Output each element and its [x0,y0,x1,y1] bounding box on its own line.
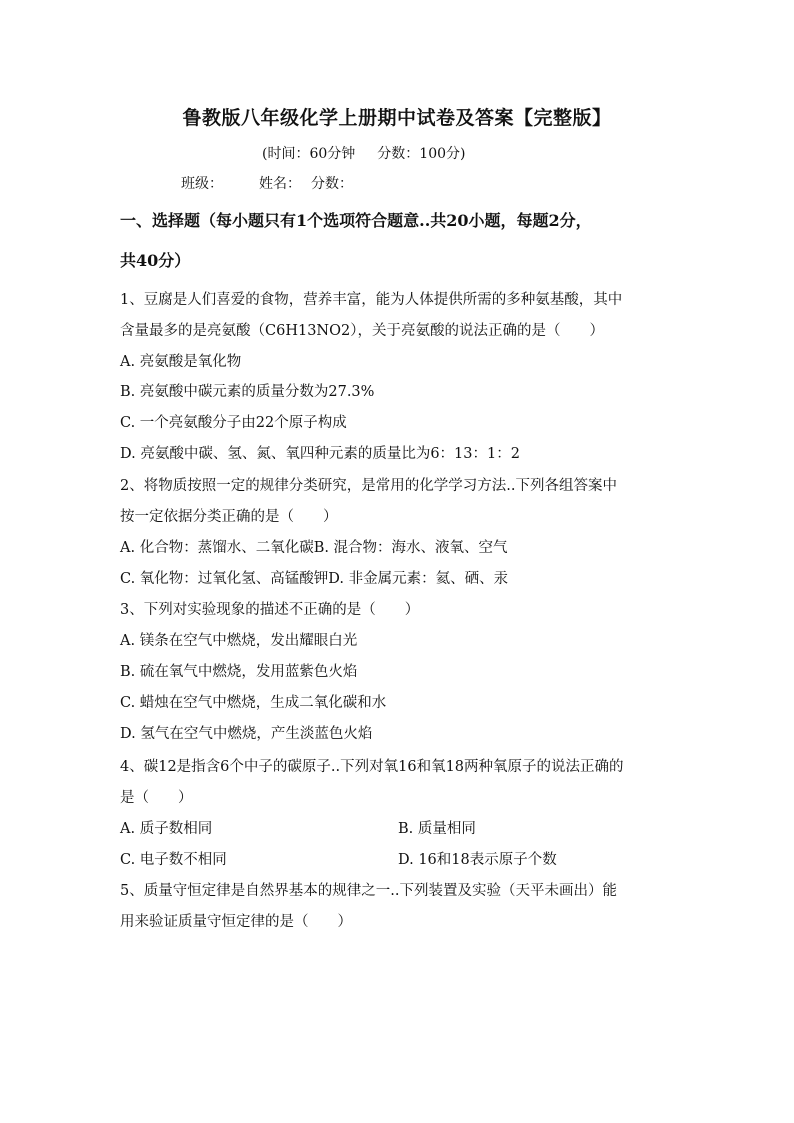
question-3-option-d: D. 氢气在空气中燃烧，产生淡蓝色火焰 [120,726,373,742]
section-heading-cont: 共40分） [120,251,191,270]
question-3-stem: 3、下列对实验现象的描述不正确的是（ ） [120,602,420,618]
question-4-option-a: A. 质子数相同 [120,821,213,837]
question-4-stem-cont: 是（ ） [120,790,193,806]
page-title: 鲁教版八年级化学上册期中试卷及答案【完整版】 [182,107,612,129]
question-4-option-c: C. 电子数不相同 [120,852,227,868]
question-1-option-c: C. 一个亮氨酸分子由22个原子构成 [120,415,347,431]
class-label: 班级： [181,176,223,192]
question-5-stem: 5、质量守恒定律是自然界基本的规律之一..下列装置及实验（天平未画出）能 [120,883,617,899]
question-1-stem-cont: 含量最多的是亮氨酸（C6H13NO2），关于亮氨酸的说法正确的是（ ） [120,323,604,339]
question-3-option-b: B. 硫在氧气中燃烧，发用蓝紫色火焰 [120,664,358,680]
question-1-option-b: B. 亮氨酸中碳元素的质量分数为27.3% [120,384,375,400]
question-4-option-b: B. 质量相同 [398,821,476,837]
question-2-options-ab: A. 化合物：蒸馏水、二氧化碳B. 混合物：海水、液氧、空气 [120,540,508,556]
name-label: 姓名： [259,176,301,192]
question-2-stem-cont: 按一定依据分类正确的是（ ） [120,509,338,525]
question-3-option-c: C. 蜡烛在空气中燃烧，生成二氧化碳和水 [120,695,387,711]
question-3-option-a: A. 镁条在空气中燃烧，发出耀眼白光 [120,633,358,649]
score-label: 分数： [311,176,353,192]
exam-total-score: 分数：100分) [377,146,466,162]
question-5-stem-cont: 用来验证质量守恒定律的是（ ） [120,914,352,930]
student-info-line [181,174,353,194]
question-2-stem: 2、将物质按照一定的规律分类研究，是常用的化学学习方法..下列各组答案中 [120,478,617,494]
question-2-options-cd: C. 氧化物：过氧化氢、高锰酸钾D. 非金属元素：氦、硒、汞 [120,571,509,587]
question-4-option-d: D. 16和18表示原子个数 [398,852,557,868]
exam-time: (时间：60分钟 [262,146,356,162]
question-1-stem: 1、豆腐是人们喜爱的食物，营养丰富，能为人体提供所需的多种氨基酸，其中 [120,292,623,308]
question-4-stem: 4、碳12是指含6个中子的碳原子..下列对氧16和氧18两种氧原子的说法正确的 [120,759,624,775]
question-1-option-d: D. 亮氨酸中碳、氢、氮、氧四种元素的质量比为6：13：1：2 [120,446,520,462]
question-1-option-a: A. 亮氨酸是氧化物 [120,354,242,370]
time-score-line [262,144,465,164]
section-heading: 一、选择题（每小题只有1个选项符合题意..共20小题，每题2分， [120,211,592,230]
